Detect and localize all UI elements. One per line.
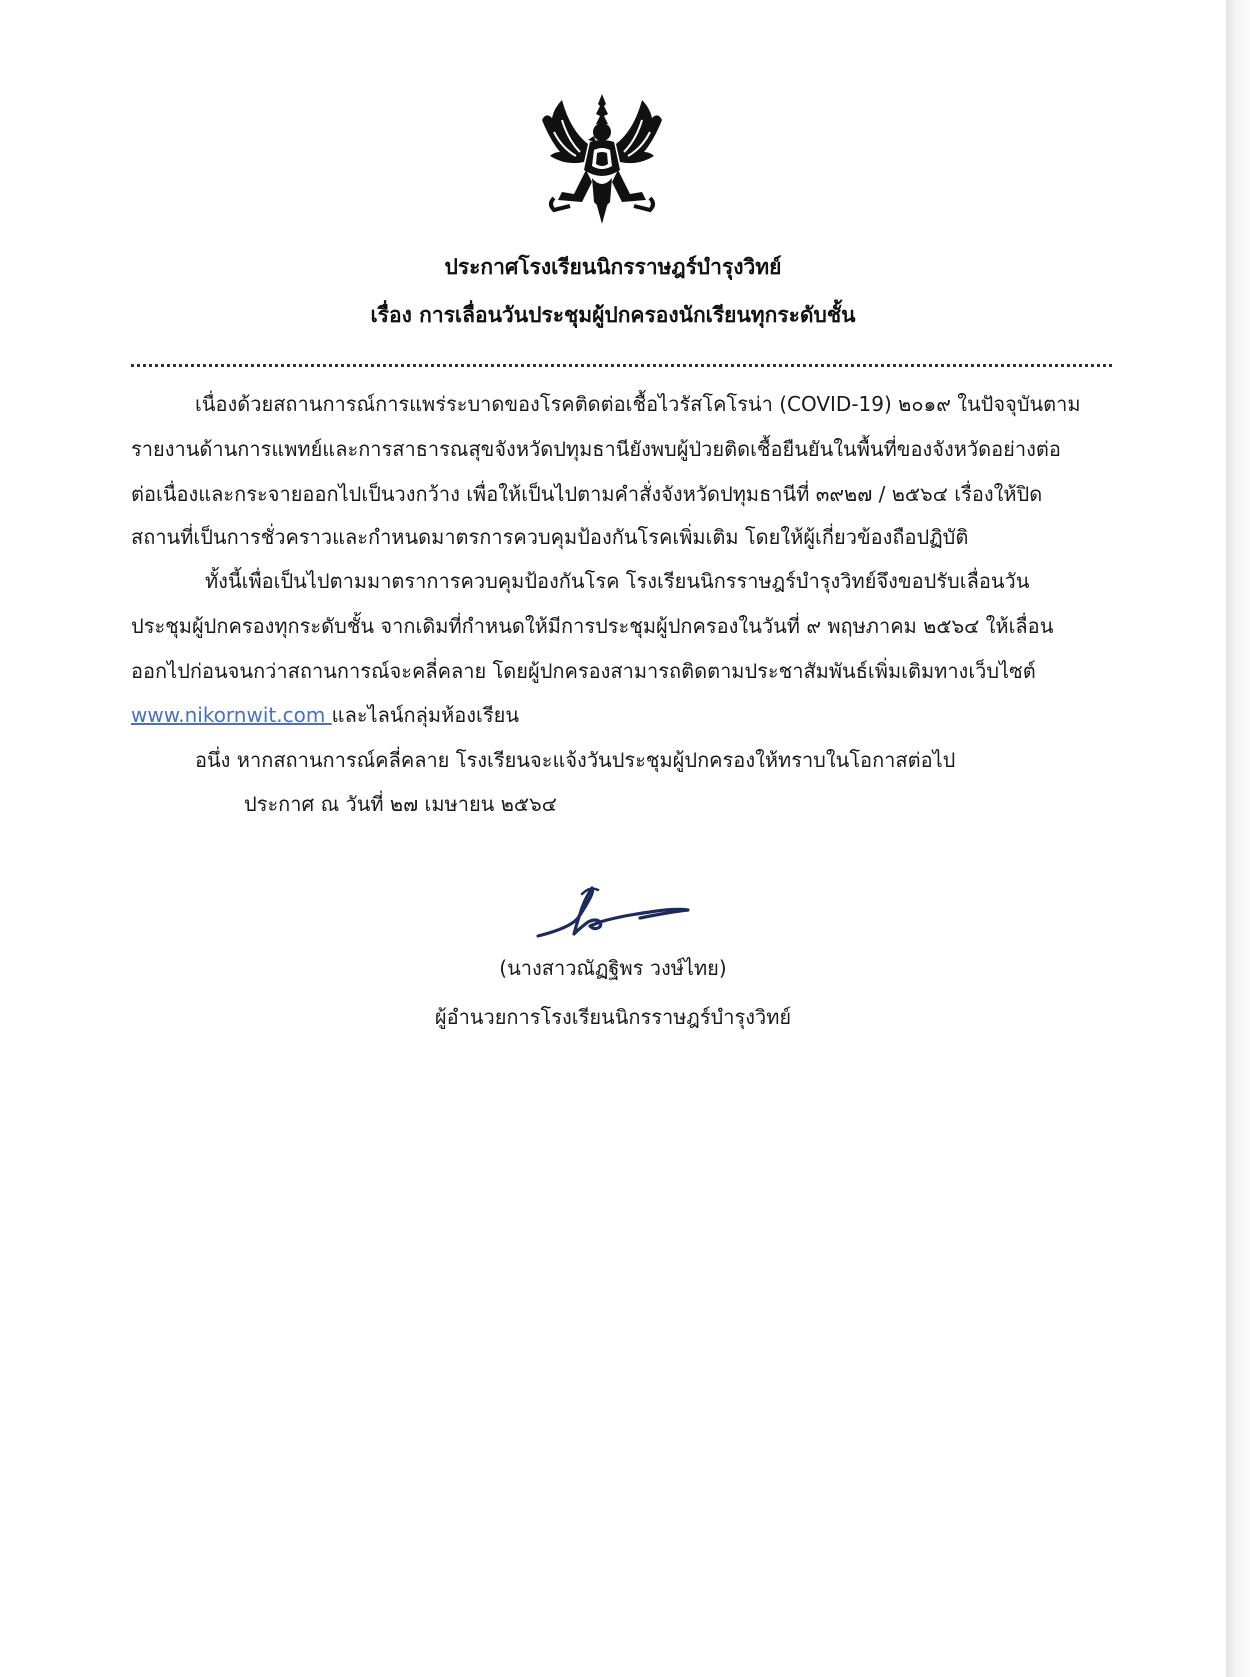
- paragraph-2-line-4: [131, 700, 1121, 730]
- announcement-title: ประกาศโรงเรียนนิกรราษฎร์บำรุงวิทย์: [444, 255, 782, 279]
- line-group-text: และไลน์กลุ่มห้องเรียน: [331, 703, 520, 727]
- announcement-subject: เรื่อง การเลื่อนวันประชุมผู้ปกครองนักเรียนทุกระดับชั้น: [370, 303, 856, 327]
- paragraph-2-line-3: ออกไปก่อนจนกว่าสถานการณ์จะคลี่คลาย โดยผู้ปกครองสามารถติดตามประชาสัมพันธ์เพิ่มเติมทางเว็บไซต์: [131, 659, 1036, 683]
- website-link[interactable]: www.nikornwit.com: [131, 703, 332, 727]
- page-edge-shadow: [1226, 0, 1250, 1677]
- paragraph-1-line-2: รายงานด้านการแพทย์และการสาธารณสุขจังหวัดปทุมธานียังพบผู้ป่วยติดเชื้อยืนยันในพื้นที่ของจังหวัดอย่างต่อ: [131, 437, 1061, 461]
- paragraph-3-line-1: อนึ่ง หากสถานการณ์คลี่คลาย โรงเรียนจะแจ้งวันประชุมผู้ปกครองให้ทราบในโอกาสต่อไป: [195, 748, 956, 772]
- paragraph-2-line-1: ทั้งนี้เพื่อเป็นไปตามมาตราการควบคุมป้องกันโรค โรงเรียนนิกรราษฎร์บำรุงวิทย์จึงขอปรับเลื่อนวัน: [205, 569, 1030, 593]
- signatory-name: (นางสาวณัฏฐิพร วงษ์ไทย): [499, 956, 727, 980]
- signature-image: [530, 878, 700, 948]
- garuda-emblem-icon: [540, 90, 664, 226]
- paragraph-1-line-1: เนื่องด้วยสถานการณ์การแพร่ระบาดของโรคติดต่อเชื้อไวรัสโคโรน่า (COVID-19) ๒๐๑๙ ในปัจจุบันตาม: [195, 392, 1081, 416]
- announcement-date: ประกาศ ณ วันที่ ๒๗ เมษายน ๒๕๖๔: [244, 792, 557, 816]
- dotted-divider: [131, 364, 1112, 367]
- paragraph-1-line-4: สถานที่เป็นการชั่วคราวและกำหนดมาตรการควบคุมป้องกันโรคเพิ่มเติม โดยให้ผู้เกี่ยวข้องถือปฏิบัติ: [131, 525, 969, 549]
- paragraph-1-line-3: ต่อเนื่องและกระจายออกไปเป็นวงกว้าง เพื่อให้เป็นไปตามคำสั่งจังหวัดปทุมธานีที่ ๓๙๒๗ / ๒๕๖๔ เรื่องให้ปิด: [131, 482, 1043, 506]
- signatory-position: ผู้อำนวยการโรงเรียนนิกรราษฎร์บำรุงวิทย์: [434, 1005, 792, 1029]
- paragraph-2-line-2: ประชุมผู้ปกครองทุกระดับชั้น จากเดิมที่กำหนดให้มีการประชุมผู้ปกครองในวันที่ ๙ พฤษภาคม ๒๕๖๔ ให้เลื่อน: [131, 614, 1054, 638]
